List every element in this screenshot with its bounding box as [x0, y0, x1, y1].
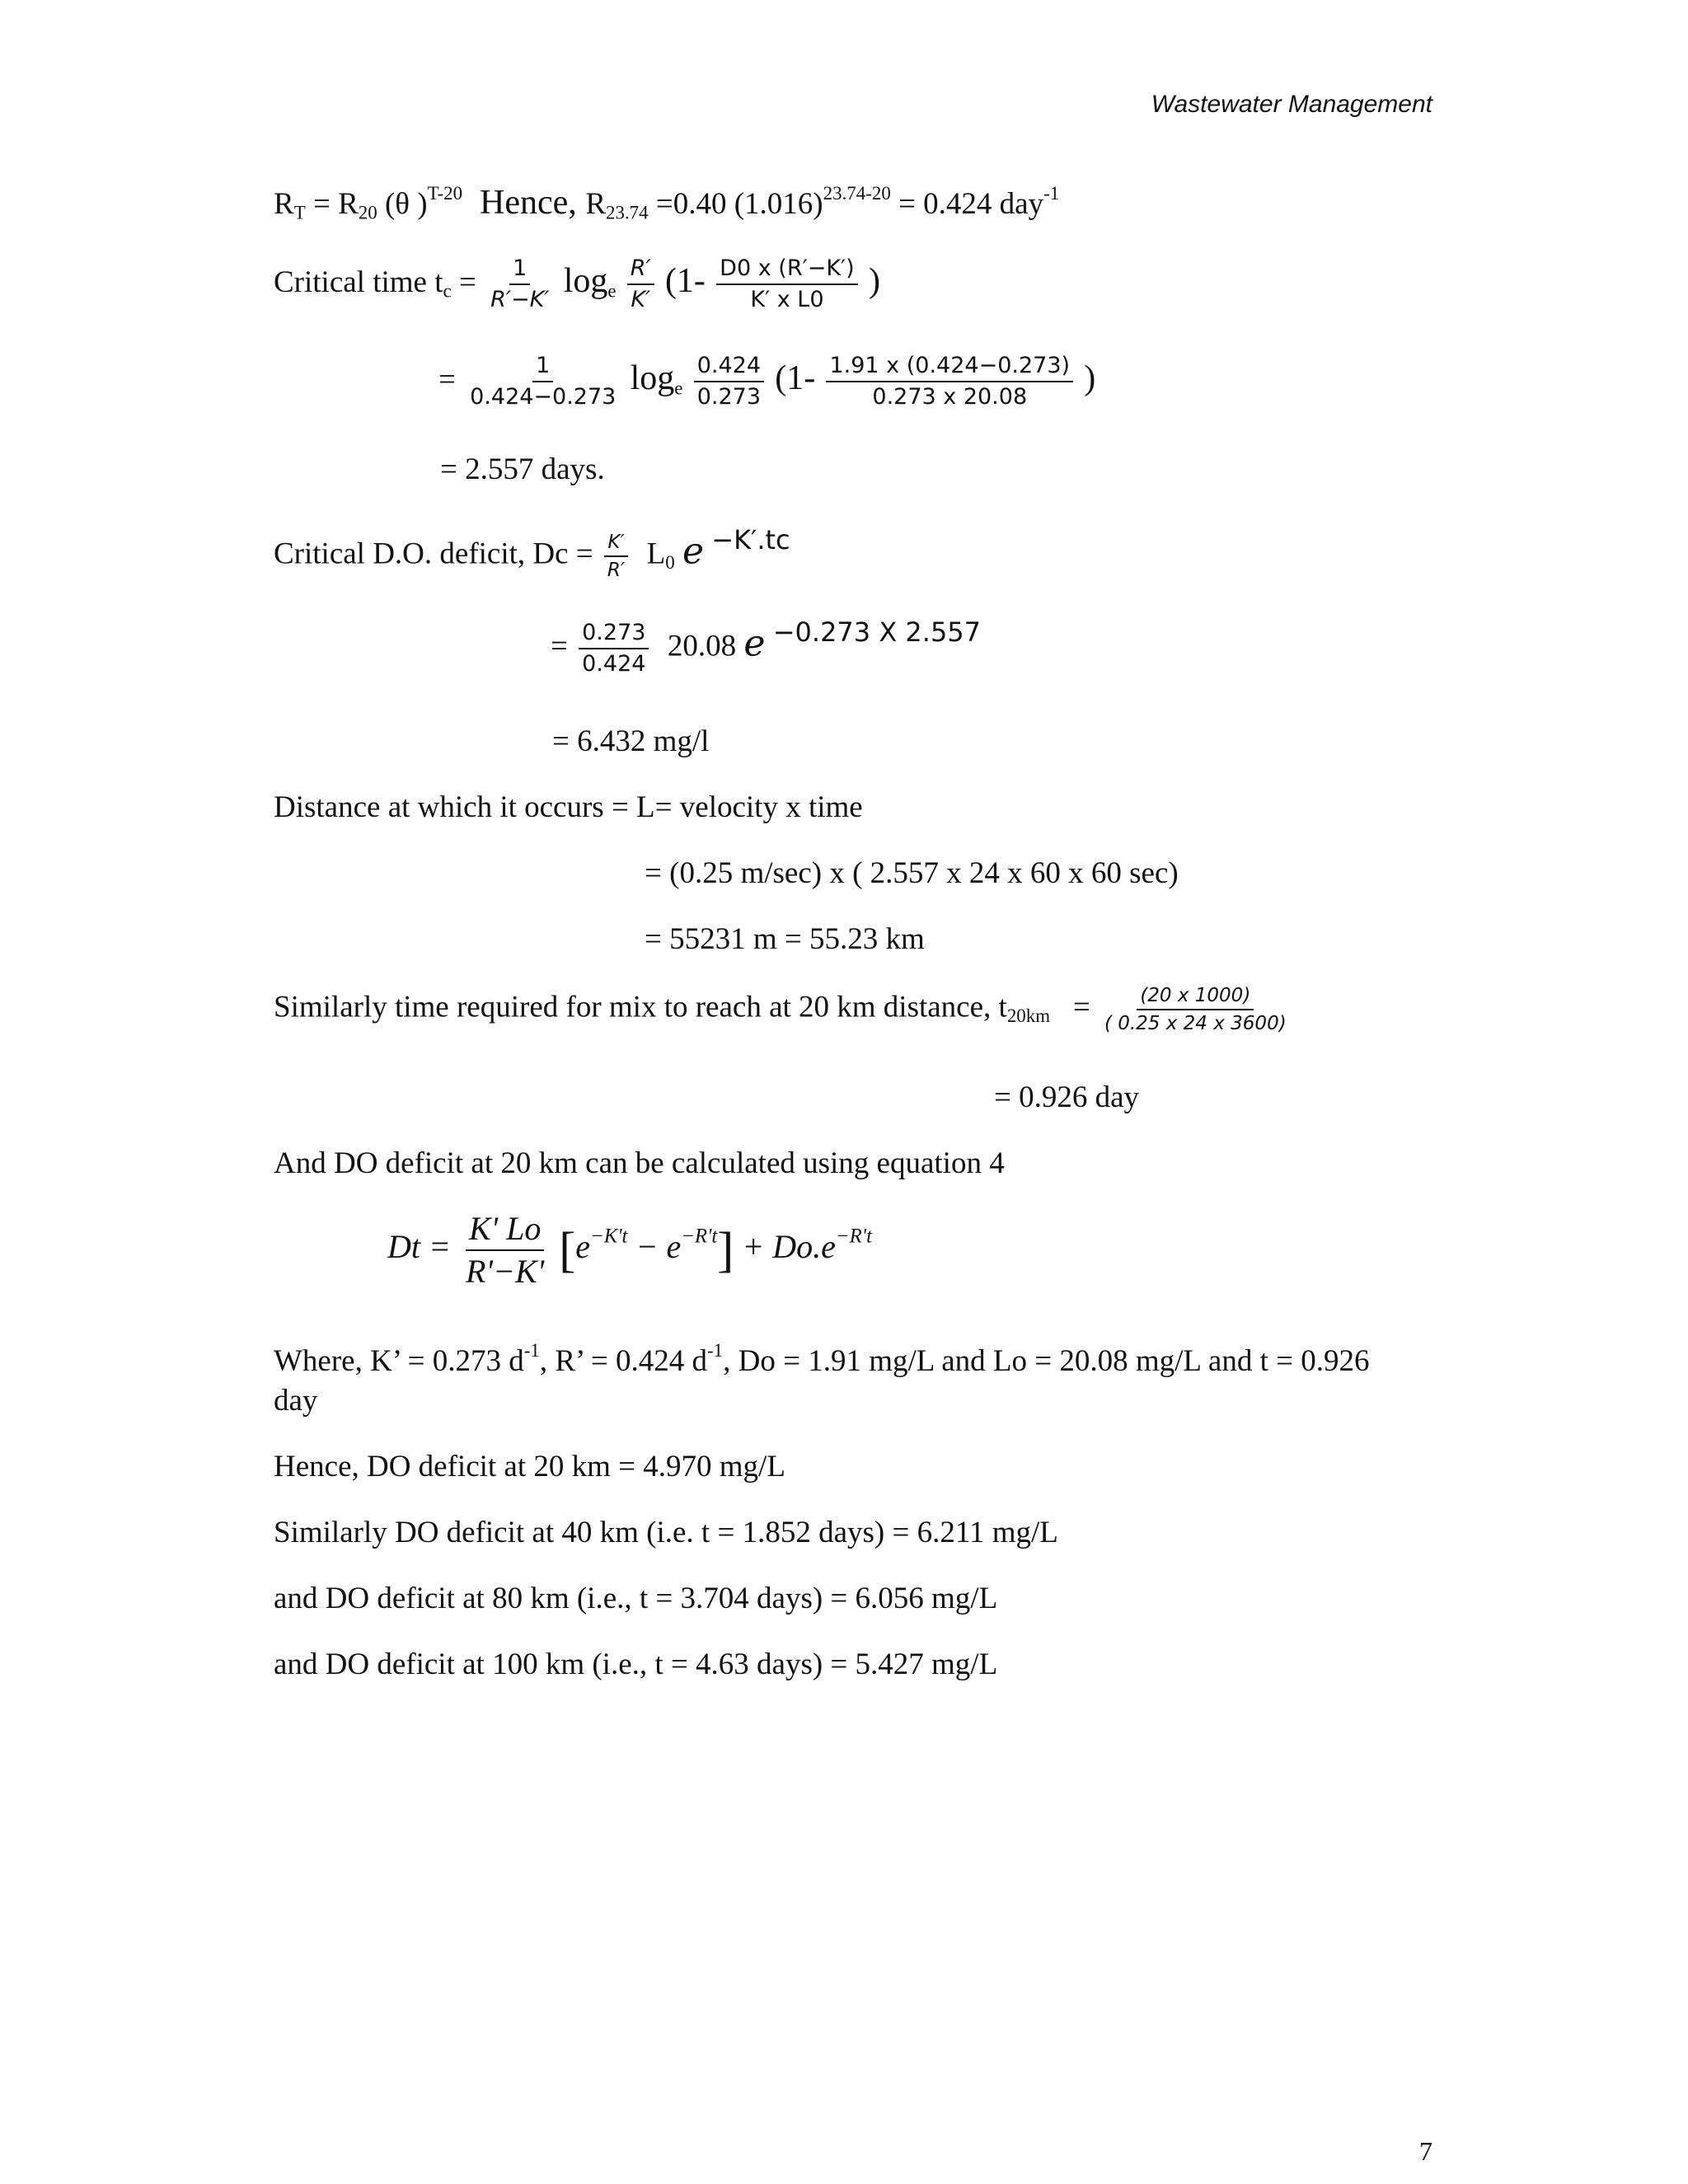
where-line-1: Where, K’ = 0.273 $d^{-1}$, R’ = 0.424 $d^{-1}$, Do = 1.91 mg/L and Lo = 20.08 mg/L and t = 0.926 — [274, 1340, 1370, 1379]
distance-line-3: = 55231 m = 55.23 km — [645, 922, 925, 956]
distance-line-1: Distance at which it occurs = L= velocity x time — [274, 790, 863, 824]
critical-time-formula: Critical time $t_c$ = $\frac{1}{R'-K'}$ $\log_e$ $\frac{R'}{K'}$ (1- $\frac{D0 x (R'-K')}{\text{K′ x L0}}$ ) — [274, 255, 880, 313]
where-line-2: day — [274, 1384, 318, 1418]
critical-time-substituted: = $\frac{1}{0.424-0.273}$ $\log_e$ $\frac{0.424}{0.273}$ (1- $\frac{1.91 x (0.424-0.273)}{0.273 x 20.08}$ ) — [438, 353, 1096, 410]
critical-deficit-result: = 6.432 mg/l — [552, 724, 710, 758]
rate-correction-equation: $R_T = R_{20}$ (θ )$^{T-20}$ Hence, $R_{23.74} =0.40$ $(1.016)^{23.74-20} = 0.424$ day$^{-1}$ — [274, 183, 1060, 223]
critical-deficit-substituted: = $\frac{0.273}{0.424}$ 20.08 e −0.273 X 2.557 — [551, 616, 982, 677]
result-100km: and DO deficit at 100 km (i.e., t = 4.63 days) = 5.427 mg/L — [274, 1647, 998, 1681]
result-40km: Similarly DO deficit at 40 km (i.e. t = 1.852 days) = 6.211 mg/L — [274, 1516, 1058, 1549]
distance-line-2: = (0.25 m/sec) x ( 2.557 x 24 x 60 x 60 sec) — [645, 856, 1179, 890]
equation-4: Dt = $\frac{K' Lo}{R'-K'}$ $[e^{-K't} - e^{-R't}] + Do.e^{-R't}$ — [387, 1210, 872, 1290]
time-20km-result: = 0.926 day — [994, 1080, 1140, 1114]
equation-4-intro: And DO deficit at 20 km can be calculated using equation 4 — [274, 1146, 1005, 1180]
result-80km: and DO deficit at 80 km (i.e., t = 3.704 days) = 6.056 mg/L — [274, 1582, 998, 1615]
result-20km: Hence, DO deficit at 20 km = 4.970 mg/L — [274, 1450, 785, 1483]
page-header-title: Wastewater Management — [1151, 91, 1432, 118]
time-20km-formula: Similarly time required for mix to reach at 20 km distance, $t_{20km}$ = $\frac{(20 x 1000)}{( 0.25 x 24 x 3600)}$ — [274, 985, 1287, 1035]
critical-time-result: = 2.557 days. — [440, 452, 605, 486]
critical-deficit-formula: Critical D.O. deficit, Dc = $\frac{K'}{R'}$ $L_0$ e −K′.tc — [274, 524, 790, 582]
page-number: 7 — [1419, 2136, 1432, 2166]
